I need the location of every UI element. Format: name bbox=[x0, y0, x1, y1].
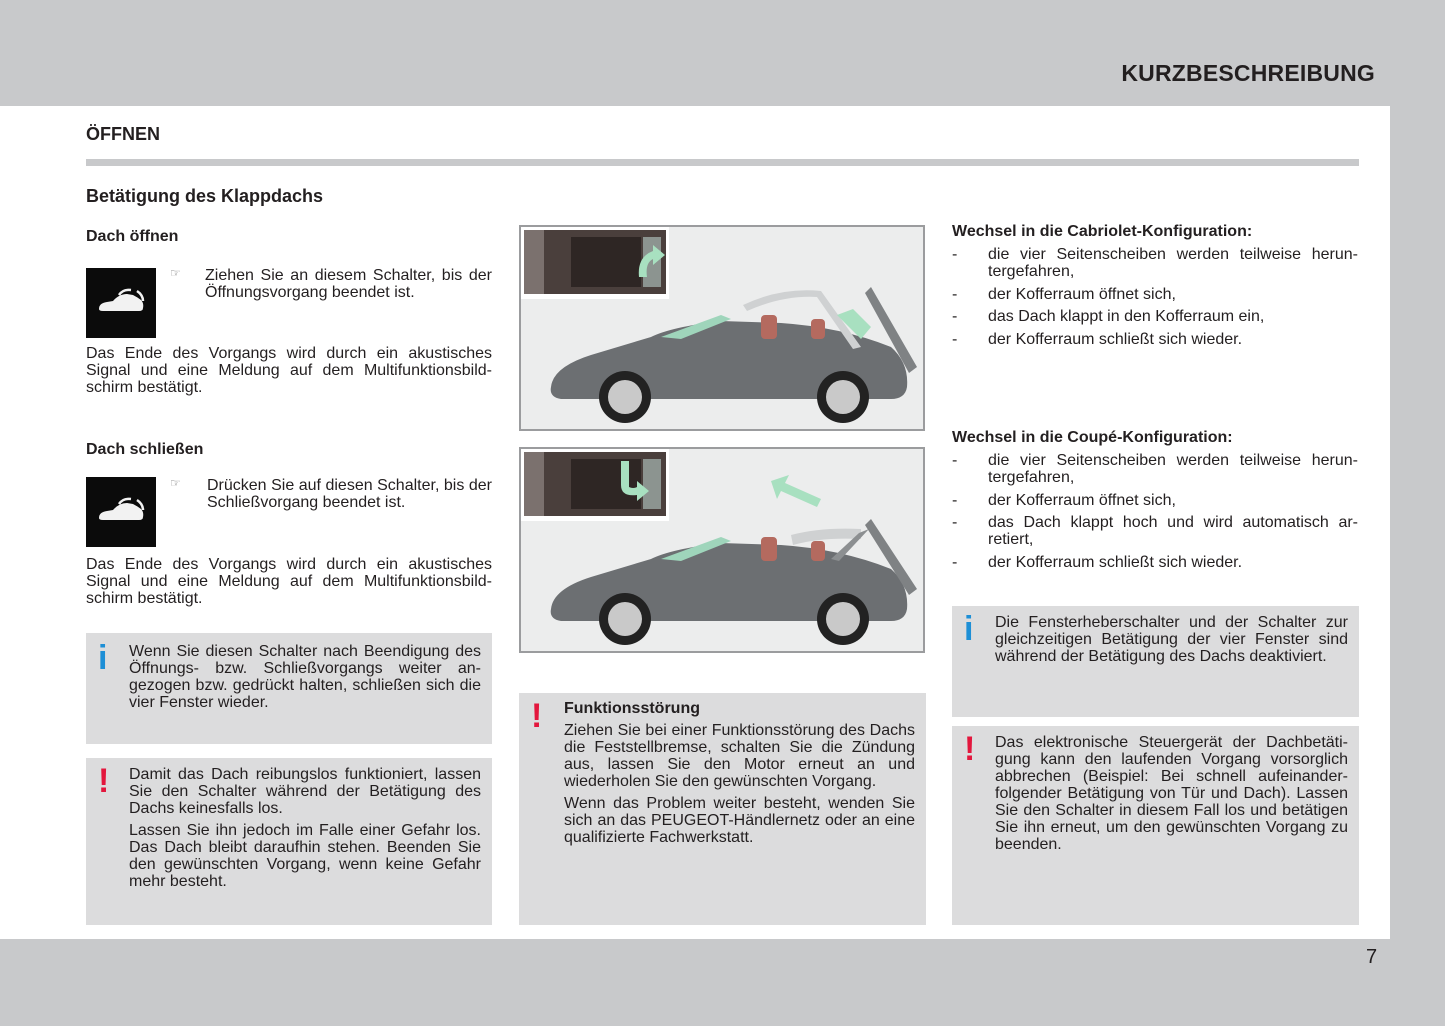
malfunction-warning-title: Funktionsstörung bbox=[564, 700, 700, 717]
chapter-title: KURZBESCHREIBUNG bbox=[1121, 60, 1375, 86]
info-note-text: Wenn Sie diesen Schalter nach Beendigung des Öffnungs- bzw. Schließvorgangs weiter angezogen bzw. gedrückt halten, schließen sich die vier Fenster wieder. bbox=[129, 643, 481, 711]
warning-icon: ! bbox=[98, 762, 110, 800]
warning-note bbox=[952, 726, 1359, 925]
warning-note-text: Das elektronische Steuergerät der Dachbetätigung kann den laufenden Vorgang vorsorglich abbrechen (Beispiel: Bei schnell aufeinanderfolgender Betätigung von Tür und Dach). Lassen Sie den Schalter in diesem Fall los und betätigen Sie ihn erneut, um den gewünschten Vorgang zu beenden. bbox=[995, 734, 1348, 853]
list-item: - der Kofferraum schließt sich wieder. bbox=[952, 553, 1243, 571]
page-number: 7 bbox=[1366, 946, 1378, 968]
convertible-roof-switch-icon bbox=[86, 268, 156, 338]
warning-icon: ! bbox=[964, 730, 976, 768]
warning-note bbox=[86, 758, 492, 925]
section-title: ÖFFNEN bbox=[86, 124, 160, 144]
warning-paragraph: Lassen Sie ihn jedoch im Falle einer Gefahr los. Das Dach bleibt daraufhin stehen. Beenden Sie den gewünschten Vorgang, wenn keine Gefahr mehr besteht. bbox=[129, 822, 481, 890]
car-icon bbox=[551, 519, 917, 645]
convertible-roof-switch-icon bbox=[86, 477, 156, 547]
malfunction-warning-note bbox=[519, 693, 926, 925]
warning-paragraph: Damit das Dach reibungslos funktioniert, lassen Sie den Schalter während der Betätigung des Dachs keinesfalls los. bbox=[129, 766, 481, 817]
info-note bbox=[952, 606, 1359, 717]
open-roof-heading: Dach öffnen bbox=[86, 228, 179, 245]
info-note bbox=[86, 633, 492, 744]
cabriolet-heading: Wechsel in die Cabriolet-Konfiguration: bbox=[952, 223, 1253, 240]
roof-opening-illustration bbox=[519, 225, 925, 431]
coupe-steps-list bbox=[952, 452, 1358, 576]
list-item: - das Dach klappt in den Kofferraum ein, bbox=[952, 308, 1265, 325]
coupe-heading: Wechsel in die Coupé-Konfiguration: bbox=[952, 429, 1233, 446]
list-item: - die vier Seitenscheiben werden teilweise heruntergefahren, bbox=[952, 246, 1358, 280]
subsection-title: Betätigung des Klappdachs bbox=[86, 186, 324, 206]
pointing-hand-icon: ☞ bbox=[170, 476, 181, 490]
car-icon bbox=[551, 287, 917, 423]
direction-arrow-icon bbox=[771, 475, 821, 507]
list-item: - der Kofferraum öffnet sich, bbox=[952, 491, 1176, 509]
roof-closing-illustration bbox=[519, 447, 925, 653]
info-icon: i bbox=[964, 610, 974, 648]
open-roof-confirmation: Das Ende des Vorgangs wird durch ein akustisches Signal und eine Meldung auf dem Multifunktionsbildschirm bestätigt. bbox=[86, 345, 492, 396]
list-item: - die vier Seitenscheiben werden teilweise heruntergefahren, bbox=[952, 452, 1358, 486]
manual-page bbox=[0, 106, 1390, 939]
info-note-text: Die Fensterheberschalter und der Schalter zur gleichzeitigen Betätigung der vier Fenster sind während der Betätigung des Dachs deaktiviert. bbox=[995, 614, 1348, 665]
warning-paragraph: Wenn das Problem weiter besteht, wenden Sie sich an das PEUGEOT-Händlernetz oder an eine qualifizierte Fachwerkstatt. bbox=[564, 795, 915, 846]
malfunction-warning-text bbox=[564, 700, 915, 851]
list-item: - der Kofferraum öffnet sich, bbox=[952, 285, 1176, 303]
warning-paragraph: Ziehen Sie bei einer Funktionsstörung des Dachs die Feststellbremse, schalten Sie die Zündung aus, lassen Sie den Motor erneut an und wiederholen Sie den gewünschten Vorgang. bbox=[564, 722, 915, 790]
list-item: - der Kofferraum schließt sich wieder. bbox=[952, 330, 1243, 348]
section-divider bbox=[86, 159, 1359, 166]
warning-note-text bbox=[129, 766, 481, 895]
warning-icon: ! bbox=[531, 697, 543, 735]
close-roof-confirmation: Das Ende des Vorgangs wird durch ein akustisches Signal und eine Meldung auf dem Multifunktionsbildschirm bestätigt. bbox=[86, 556, 492, 607]
close-roof-instruction: Drücken Sie auf diesen Schalter, bis der Schließvorgang beendet ist. bbox=[207, 477, 492, 511]
info-icon: i bbox=[98, 639, 108, 677]
cabriolet-steps-list bbox=[952, 246, 1358, 353]
close-roof-heading: Dach schließen bbox=[86, 441, 204, 458]
pointing-hand-icon: ☞ bbox=[170, 266, 181, 280]
open-roof-instruction: Ziehen Sie an diesem Schalter, bis der Öffnungsvorgang beendet ist. bbox=[205, 267, 492, 301]
list-item: - das Dach klappt hoch und wird automatisch arretiert, bbox=[952, 514, 1358, 548]
